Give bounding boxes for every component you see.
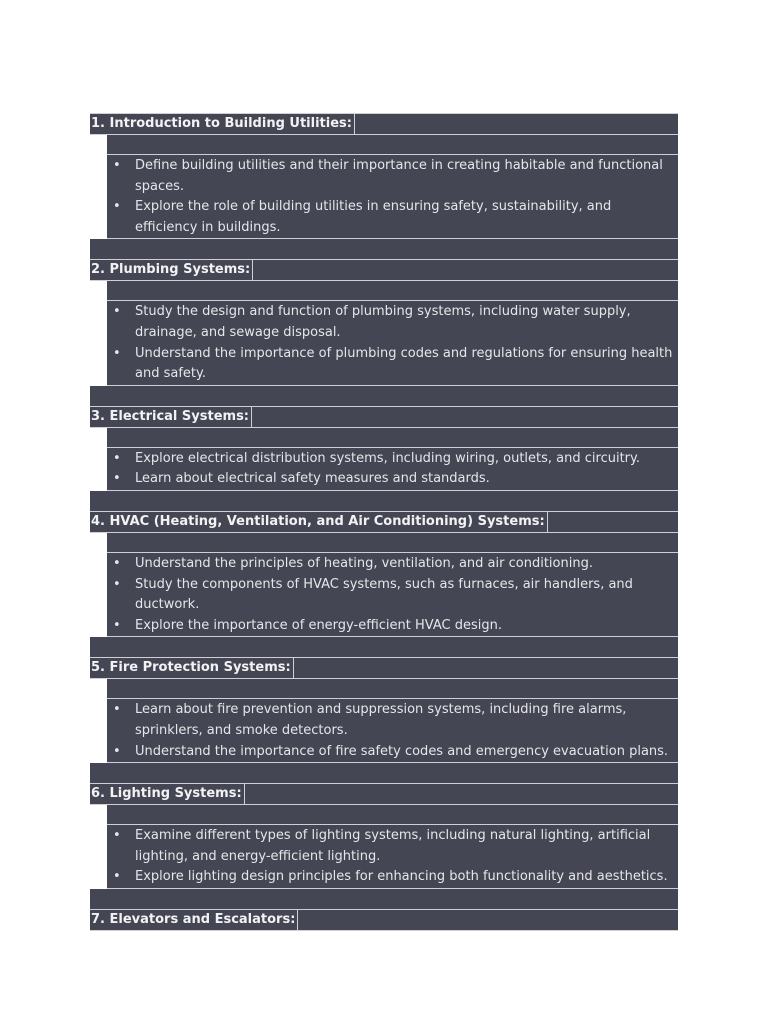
list-item-text: Explore electrical distribution systems, including wiring, outlets, and circuitry. — [135, 450, 640, 466]
list-item-text: Explore the role of building utilities in ensuring safety, sustainability, and efficiency in buildings. — [135, 199, 612, 235]
blank-row — [107, 533, 678, 553]
section-elevators — [90, 909, 678, 931]
bullet-icon: • — [113, 702, 121, 718]
list-item — [107, 575, 678, 616]
list-item-text: Learn about fire prevention and suppression systems, including fire alarms, sprinklers, and smoke detectors. — [135, 702, 627, 738]
list-item-text: Define building utilities and their importance in creating habitable and functional spaces. — [135, 158, 663, 194]
list-item-text: Understand the importance of plumbing codes and regulations for ensuring health and safety. — [135, 345, 673, 382]
bullet-icon: • — [113, 617, 121, 633]
list-item — [107, 700, 678, 741]
list-item-text: Examine different types of lighting systems, including natural lighting, artificial lighting, and energy-efficient lighting. — [135, 828, 651, 864]
list-item-text: Understand the importance of fire safety codes and emergency evacuation plans. — [135, 743, 669, 759]
list-item — [107, 826, 678, 867]
document-body — [90, 113, 678, 931]
section-heading-row — [90, 657, 678, 679]
list-item-text: Explore lighting design principles for enhancing both functionality and aesthetics. — [135, 869, 668, 885]
blank-row — [107, 679, 678, 699]
list-item — [107, 616, 678, 637]
section-lighting — [90, 783, 678, 909]
section-heading: 3. Electrical Systems: — [90, 407, 252, 427]
blank-row — [90, 491, 678, 511]
section-heading: 6. Lighting Systems: — [90, 784, 245, 804]
bullet-list — [107, 448, 678, 491]
section-heading: 2. Plumbing Systems: — [90, 260, 253, 280]
bullet-list — [107, 301, 678, 385]
blank-row — [90, 763, 678, 783]
list-item — [107, 302, 678, 343]
bullet-icon: • — [113, 555, 121, 571]
blank-row — [90, 889, 678, 909]
list-item-text: Understand the principles of heating, ventilation, and air conditioning. — [135, 555, 593, 571]
list-item — [107, 742, 678, 763]
list-item-text: Learn about electrical safety measures and standards. — [135, 471, 490, 487]
section-hvac — [90, 511, 678, 657]
list-item — [107, 469, 678, 490]
section-heading-row — [90, 909, 678, 931]
blank-row — [90, 239, 678, 259]
section-heading-row — [90, 113, 678, 135]
blank-row — [90, 637, 678, 657]
list-item — [107, 344, 678, 385]
section-heading: 7. Elevators and Escalators: — [90, 910, 298, 930]
bullet-icon: • — [113, 828, 121, 844]
list-item-text: Explore the importance of energy-efficient HVAC design. — [135, 617, 502, 633]
section-heading-row — [90, 511, 678, 533]
bullet-list — [107, 699, 678, 763]
section-heading-row — [90, 783, 678, 805]
list-item — [107, 197, 678, 238]
bullet-icon: • — [113, 199, 121, 215]
bullet-list — [107, 553, 678, 637]
list-item — [107, 554, 678, 575]
section-plumbing — [90, 259, 678, 405]
blank-row — [107, 428, 678, 448]
blank-row — [107, 135, 678, 155]
bullet-icon: • — [113, 158, 121, 173]
section-heading: 5. Fire Protection Systems: — [90, 658, 294, 678]
bullet-icon: • — [113, 471, 121, 487]
section-introduction — [90, 113, 678, 259]
list-item — [107, 867, 678, 888]
section-heading-row — [90, 259, 678, 281]
blank-row — [107, 805, 678, 825]
list-item-text: Study the components of HVAC systems, such as furnaces, air handlers, and ductwork. — [135, 576, 633, 613]
bullet-list — [107, 825, 678, 889]
section-heading: 4. HVAC (Heating, Ventilation, and Air Conditioning) Systems: — [90, 512, 548, 532]
bullet-icon: • — [113, 743, 121, 759]
bullet-icon: • — [113, 345, 121, 361]
section-heading-row — [90, 406, 678, 428]
bullet-icon: • — [113, 304, 121, 320]
bullet-list — [107, 155, 678, 239]
bullet-icon: • — [113, 576, 121, 592]
list-item — [107, 156, 678, 197]
section-electrical — [90, 406, 678, 511]
bullet-icon: • — [113, 450, 121, 466]
bullet-icon: • — [113, 869, 121, 885]
list-item — [107, 449, 678, 470]
section-heading: 1. Introduction to Building Utilities: — [90, 114, 355, 134]
section-fire-protection — [90, 657, 678, 783]
list-item-text: Study the design and function of plumbing systems, including water supply, drainage, and sewage disposal. — [135, 304, 631, 340]
blank-row — [90, 386, 678, 406]
blank-row — [107, 281, 678, 301]
